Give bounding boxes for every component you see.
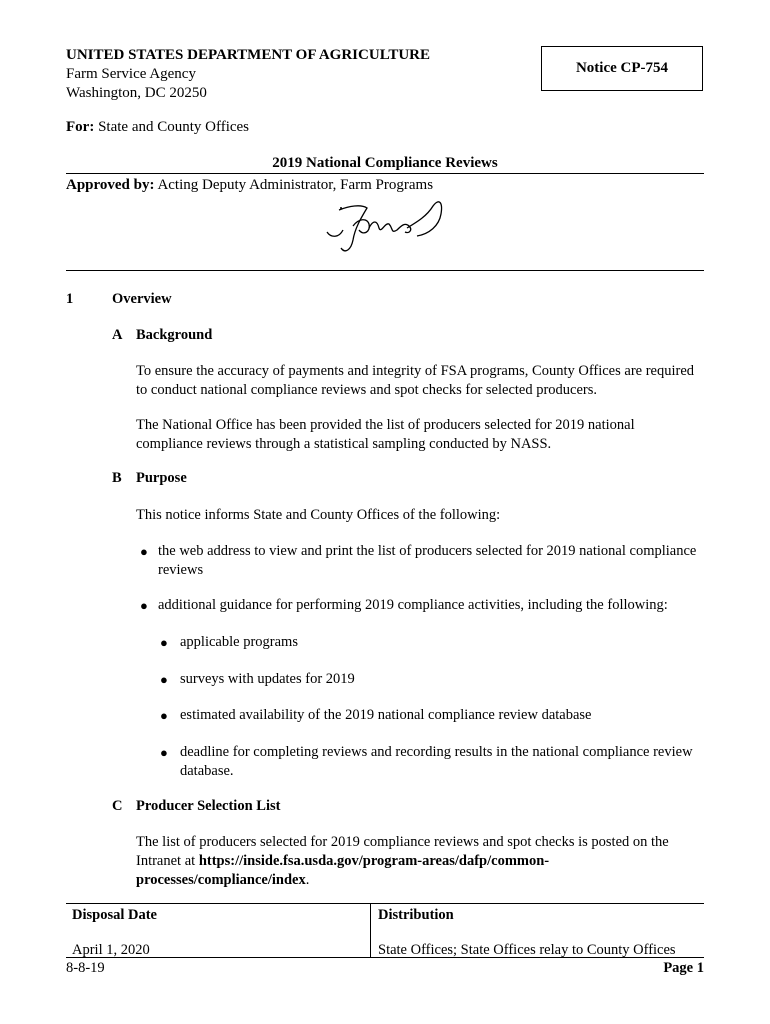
purpose-subbullet: applicable programs	[180, 634, 298, 650]
footer-divider	[370, 903, 371, 957]
purpose-intro: This notice informs State and County Offices of the following:	[136, 507, 501, 523]
signature	[305, 188, 465, 268]
distribution-label: Distribution	[378, 907, 454, 923]
subsection-a-title: Background	[136, 327, 213, 343]
purpose-subbullet: estimated availability of the 2019 national compliance review database	[180, 707, 592, 723]
title-rule	[66, 173, 704, 174]
page-number: Page 1	[663, 960, 704, 976]
bullet-icon: ●	[160, 635, 168, 650]
intranet-link[interactable]: https://inside.fsa.usda.gov/program-areas/dafp/common-processes/compliance/index	[136, 853, 550, 888]
header-bottom-rule	[66, 270, 704, 271]
approved-label: Approved by:	[66, 177, 155, 193]
notice-title: 2019 National Compliance Reviews	[272, 155, 498, 171]
bullet-icon: ●	[140, 544, 148, 559]
for-value: State and County Offices	[98, 119, 250, 135]
producer-list-paragraph	[136, 833, 696, 890]
purpose-bullet-2: additional guidance for performing 2019 compliance activities, including the following:	[158, 597, 668, 613]
section-number: 1	[66, 291, 74, 307]
purpose-subbullet: deadline for completing reviews and recording results in the national compliance review database.	[180, 744, 693, 779]
purpose-subbullet: surveys with updates for 2019	[180, 671, 355, 687]
producer-list-text: The list of producers selected for 2019 compliance reviews and spot checks is posted on the Intranet at	[136, 834, 669, 869]
agency-name: Farm Service Agency	[66, 66, 196, 82]
subsection-c-letter: C	[112, 798, 123, 814]
notice-date: 8-8-19	[66, 960, 105, 976]
subsection-b-title: Purpose	[136, 470, 187, 486]
bullet-icon: ●	[160, 745, 168, 760]
bullet-icon: ●	[160, 708, 168, 723]
subsection-a-letter: A	[112, 327, 123, 343]
bullet-icon: ●	[160, 672, 168, 687]
background-paragraph-2: The National Office has been provided the list of producers selected for 2019 national compliance reviews through a statistical sampling conducted by NASS.	[136, 417, 635, 452]
notice-number-box	[541, 46, 703, 91]
distribution-value: State Offices; State Offices relay to County Offices	[378, 942, 676, 958]
disposal-date-value: April 1, 2020	[72, 942, 150, 958]
bullet-icon: ●	[140, 598, 148, 613]
approved-value: Acting Deputy Administrator, Farm Programs	[157, 177, 434, 193]
disposal-date-label: Disposal Date	[72, 907, 157, 923]
producer-list-period: .	[305, 872, 310, 888]
department-name: UNITED STATES DEPARTMENT OF AGRICULTURE	[66, 47, 430, 63]
purpose-bullet-1: the web address to view and print the list of producers selected for 2019 national compliance reviews	[158, 543, 697, 578]
subsection-b-letter: B	[112, 470, 122, 486]
footer-top-rule	[66, 903, 704, 904]
for-line	[66, 118, 249, 137]
agency-header	[66, 46, 430, 103]
subsection-c-title: Producer Selection List	[136, 798, 281, 814]
footer-bottom-rule	[66, 957, 704, 958]
section-title: Overview	[112, 291, 172, 307]
notice-number: Notice CP-754	[575, 60, 669, 76]
agency-location: Washington, DC 20250	[66, 85, 207, 101]
background-paragraph-1: To ensure the accuracy of payments and integrity of FSA programs, County Offices are required to conduct national compliance reviews and spot checks for selected producers.	[136, 363, 695, 398]
for-label: For:	[66, 119, 95, 135]
